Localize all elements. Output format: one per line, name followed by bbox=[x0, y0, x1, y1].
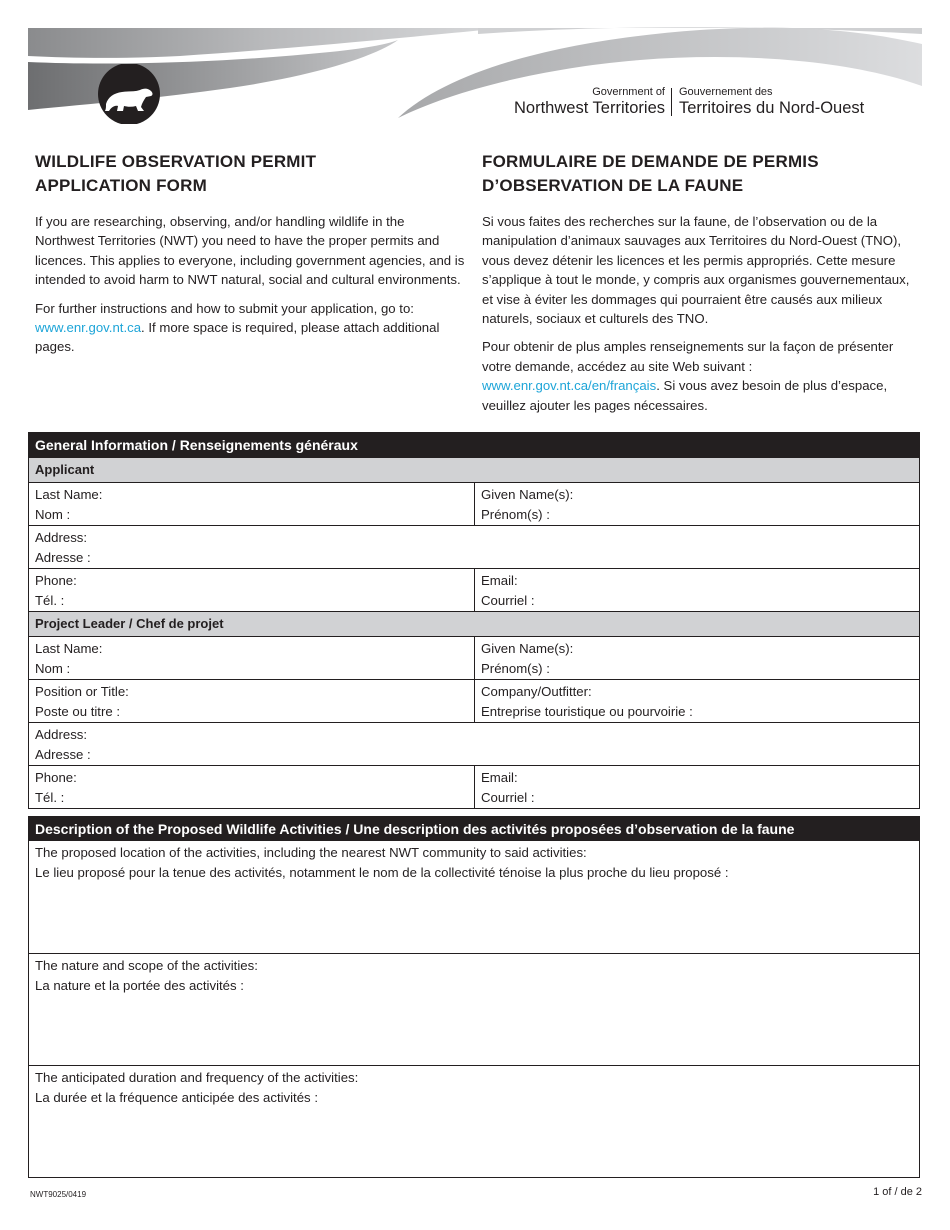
gov-name-fr bbox=[679, 86, 864, 118]
intro-fr-paragraph-1: Si vous faites des recherches sur la faune, de l’observation ou de la manipulation d’animaux sauvages aux Territoires du Nord-Ouest (TNO), vous devez détenir les licences et les permis appropriés. Cette mesure s’applique à tout le monde, y compris aux organismes gouvernementaux, et vise à éviter les dommages qui pourraient être causés aux milieux naturels, sociaux et culturels des TNO. bbox=[482, 214, 910, 327]
applicant-address-row bbox=[29, 525, 919, 568]
gov-fr-small: Gouvernement des bbox=[679, 86, 773, 98]
general-information-section bbox=[28, 432, 920, 809]
applicant-given-name-label-fr: Prénom(s) : bbox=[481, 506, 550, 522]
applicant-address-label-en: Address: bbox=[35, 530, 88, 545]
intro-en-paragraph-2 bbox=[35, 299, 467, 357]
enr-website-link-en[interactable]: www.enr.gov.nt.ca bbox=[35, 320, 142, 336]
applicant-last-name-label-fr: Nom : bbox=[35, 506, 71, 522]
page-number: 1 of / de 2 bbox=[873, 1186, 922, 1198]
form-title-fr bbox=[482, 150, 922, 198]
applicant-last-name-field[interactable] bbox=[29, 483, 475, 525]
leader-company-label-en: Company/Outfitter: bbox=[481, 684, 592, 699]
intro-fr-paragraph-2 bbox=[482, 337, 922, 415]
activity-duration-field[interactable] bbox=[29, 1065, 919, 1177]
leader-address-row bbox=[29, 722, 919, 765]
gov-name-en bbox=[514, 86, 665, 118]
applicant-address-label-fr: Adresse : bbox=[35, 549, 91, 565]
activity-nature-label-fr: La nature et la portée des activités : bbox=[35, 977, 244, 993]
activity-nature-field[interactable] bbox=[29, 953, 919, 1065]
intro-fr-p2-suffix: . Si vous avez besoin de plus d’espace, veuillez ajouter les pages nécessaires. bbox=[482, 378, 888, 413]
general-information-heading: General Information / Renseignements généraux bbox=[29, 433, 919, 457]
applicant-contact-row bbox=[29, 568, 919, 611]
leader-address-field[interactable] bbox=[29, 723, 919, 765]
activity-duration-label-fr: La durée et la fréquence anticipée des activités : bbox=[35, 1089, 318, 1105]
leader-phone-field[interactable] bbox=[29, 766, 475, 808]
leader-phone-label-en: Phone: bbox=[35, 770, 77, 785]
activity-location-label-fr: Le lieu proposé pour la tenue des activités, notamment le nom de la collectivité ténoise la plus proche du lieu proposé : bbox=[35, 864, 729, 880]
leader-email-label-fr: Courriel : bbox=[481, 789, 535, 805]
leader-given-name-label-fr: Prénom(s) : bbox=[481, 660, 550, 676]
leader-position-label-en: Position or Title: bbox=[35, 684, 129, 699]
applicant-name-row bbox=[29, 482, 919, 525]
intro-english bbox=[35, 150, 467, 366]
leader-last-name-label-fr: Nom : bbox=[35, 660, 71, 676]
leader-company-field[interactable] bbox=[475, 680, 919, 722]
title-fr-line2: D’OBSERVATION DE LA FAUNE bbox=[482, 176, 744, 195]
header-divider bbox=[671, 88, 672, 116]
form-code: NWT9025/0419 bbox=[30, 1190, 87, 1199]
applicant-last-name-label-en: Last Name: bbox=[35, 487, 103, 502]
title-en-line2: APPLICATION FORM bbox=[35, 176, 207, 195]
leader-email-field[interactable] bbox=[475, 766, 919, 808]
applicant-phone-label-fr: Tél. : bbox=[35, 592, 65, 608]
polar-bear-logo-icon bbox=[94, 64, 164, 124]
page-header bbox=[0, 0, 950, 130]
enr-website-link-fr[interactable]: www.enr.gov.nt.ca/en/français bbox=[482, 378, 657, 394]
leader-address-label-en: Address: bbox=[35, 727, 88, 742]
leader-given-name-field[interactable] bbox=[475, 637, 919, 679]
applicant-email-label-fr: Courriel : bbox=[481, 592, 535, 608]
gov-en-big: Northwest Territories bbox=[514, 99, 665, 117]
activity-nature-label-en: The nature and scope of the activities: bbox=[35, 958, 258, 973]
title-fr-line1: FORMULAIRE DE DEMANDE DE PERMIS bbox=[482, 152, 819, 171]
gov-fr-big: Territoires du Nord-Ouest bbox=[679, 99, 865, 117]
applicant-heading: Applicant bbox=[29, 457, 919, 482]
applicant-given-name-field[interactable] bbox=[475, 483, 919, 525]
leader-address-label-fr: Adresse : bbox=[35, 746, 91, 762]
activity-duration-label-en: The anticipated duration and frequency of the activities: bbox=[35, 1070, 359, 1085]
applicant-phone-label-en: Phone: bbox=[35, 573, 77, 588]
applicant-phone-field[interactable] bbox=[29, 569, 475, 611]
activity-location-label-en: The proposed location of the activities, including the nearest NWT community to said activities: bbox=[35, 845, 587, 860]
intro-en-paragraph-1: If you are researching, observing, and/or handling wildlife in the Northwest Territories (NWT) you need to have the proper permits and licences. This applies to everyone, including government agencies, and is intended to avoid harm to NWT natural, social and cultural environments. bbox=[35, 214, 465, 288]
leader-company-label-fr: Entreprise touristique ou pourvoirie : bbox=[481, 703, 693, 719]
leader-email-label-en: Email: bbox=[481, 770, 518, 785]
leader-contact-row bbox=[29, 765, 919, 808]
form-title-en bbox=[35, 150, 467, 198]
project-leader-heading: Project Leader / Chef de projet bbox=[29, 611, 919, 636]
intro-french bbox=[482, 150, 922, 424]
intro-en-p2-prefix: For further instructions and how to submit your application, go to: bbox=[35, 300, 414, 316]
title-en-line1: WILDLIFE OBSERVATION PERMIT bbox=[35, 152, 317, 171]
intro-en-p2-suffix: . If more space is required, please attach additional pages. bbox=[35, 320, 440, 355]
applicant-given-name-label-en: Given Name(s): bbox=[481, 487, 574, 502]
leader-last-name-field[interactable] bbox=[29, 637, 475, 679]
gov-en-small: Government of bbox=[592, 86, 665, 98]
leader-position-label-fr: Poste ou titre : bbox=[35, 703, 121, 719]
intro-fr-p2-prefix: Pour obtenir de plus amples renseignements sur la façon de présenter votre demande, accédez au site Web suivant : bbox=[482, 339, 894, 374]
applicant-email-label-en: Email: bbox=[481, 573, 518, 588]
activity-location-field[interactable] bbox=[29, 841, 919, 953]
proposed-activities-heading: Description of the Proposed Wildlife Activities / Une description des activités proposées d’observation de la faune bbox=[29, 817, 919, 841]
proposed-activities-section bbox=[28, 816, 920, 1178]
applicant-email-field[interactable] bbox=[475, 569, 919, 611]
leader-given-name-label-en: Given Name(s): bbox=[481, 641, 574, 656]
leader-phone-label-fr: Tél. : bbox=[35, 789, 65, 805]
leader-last-name-label-en: Last Name: bbox=[35, 641, 103, 656]
applicant-address-field[interactable] bbox=[29, 526, 919, 568]
leader-position-row bbox=[29, 679, 919, 722]
leader-position-field[interactable] bbox=[29, 680, 475, 722]
leader-name-row bbox=[29, 636, 919, 679]
